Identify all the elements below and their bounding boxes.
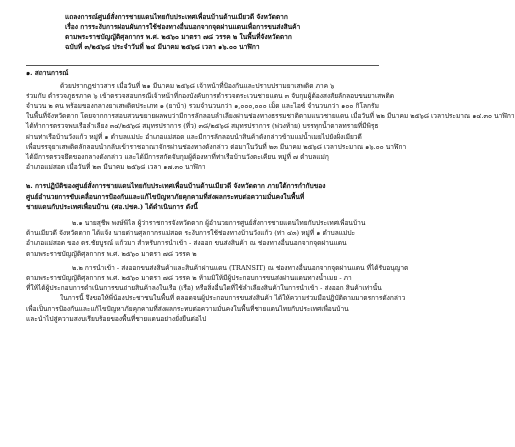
text-line: อำเภอแม่สอด ของ ดร.ชัยบูรณ์ แก้วมา สำหรับการนำเข้า - ส่งออก ขนส่งสินค้า ณ ช่องทางอื่นนอกจากจุดผ่านแดน (26, 239, 347, 248)
text-line: เพื่อเป็นการป้องกันและแก้ไขปัญหาภัยคุกคามที่ส่งผลกระทบต่อความมั่นคงในพื้นที่ชายแดนไทยกับประเทศเพื่อนบ้าน (26, 304, 349, 313)
text-line: ได้มีการตรวจยึดของกลางดังกล่าว และได้มีการสกัดจับกุมผู้ต้องหาที่ท่าเรือบ้านวังตะเคียน หมู่ที่ ๗ ตำบลแม่กุ (26, 153, 329, 161)
text-line: ในพื้นที่จังหวัดตาก โดยจากการสอบสวนขยายผลพบว่ามีการลักลอบลำเลียงผ่านช่องทางธรรมชาติตามแนวชายแดน เมื่อวันที่ ๒๒ มีนาคม ๒๕๖๘ เวลาประมาณ ๑๔.๓๐ นาฬิกา (26, 112, 515, 121)
text-line: ผ่านท่าเรือบ้านวังแก้ว หมู่ที่ ๑ ตำบลแม่ปะ อำเภอแม่สอด และมีการลักลอบนำสินค้าดังกล่าวข้ามแม่น้ำเมยไปยังฝั่งเมียวดี (26, 132, 362, 141)
header-line: ตามพระราชบัญญัติศุลกากร พ.ศ. ๒๕๖๐ มาตรา ๗๘ วรรค ๒ ในพื้นที่จังหวัดตาก (65, 33, 292, 42)
header-line: เรื่อง การระงับการผ่อนผันการใช้ช่องทางอื่นนอกจากจุดผ่านแดนเพื่อการขนส่งสินค้า (65, 23, 301, 32)
document-header (26, 12, 379, 52)
divider (26, 65, 379, 66)
section-2-heading (26, 181, 379, 212)
text-line: ร่วมกับ ตำรวจภูธรภาค ๖ เข้าตรวจสอบกรณีเจ้าหน้าที่กองบังคับการตำรวจตระเวนชายแดน ๓ จับกุมผู้ต้องสงสัยลักลอบขนยาเสพติด (26, 91, 395, 100)
heading-line: ศูนย์อำนวยการขับเคลื่อนการป้องกันและแก้ไขปัญหาภัยคุกคามที่ส่งผลกระทบต่อความมั่นคงในพื้นที่ (26, 192, 305, 201)
text-line: และนำไปสู่ความสงบเรียบร้อยของพื้นที่ชายแดนอย่างยั่งยืนต่อไป (26, 314, 207, 323)
text-line: จำนวน ๒ คน พร้อมของกลางยาเสพติดประเภท ๑ (ยาบ้า) รวมจำนวนกว่า ๑,๐๐๐,๐๐๐ เม็ด และไอซ์ จำนวนกว่า ๑๐๐ กิโลกรัม (26, 101, 379, 110)
text-line: ๒.๑ นายสุชีพ พงษ์พิไล ผู้ว่าราชการจังหวัดตาก ผู้อำนวยการศูนย์สั่งการชายแดนไทยกับประเทศเพื่อนบ้าน (72, 219, 366, 228)
header-line: แถลงการณ์ศูนย์สั่งการชายแดนไทยกับประเทศเพื่อนบ้านด้านเมียวดี จังหวัดตาก (65, 13, 288, 21)
text-line: ตามพระราชบัญญัติศุลกากร พ.ศ. ๒๕๖๐ มาตรา ๗๘ วรรค ๒ (26, 249, 197, 258)
text-line: อำเภอแม่สอด เมื่อวันที่ ๒๓ มีนาคม ๒๕๖๘ เวลา ๑๗.๓๐ นาฬิกา (26, 163, 206, 172)
section-1-body (26, 81, 515, 173)
text-line: ได้ทำการตรวจพบเรือลำเลียง ๓๔/๒๕๖๘ สมุทรปราการ (ที่ว) ๓๘/๒๕๖๘ สมุทรปราการ (พ่วงท้าย) บรรทุกน้ำตาลทรายที่มีพิรุธ (26, 122, 379, 131)
header-line: ฉบับที่ ๓/๒๕๖๘ ประจำวันที่ ๒๔ มีนาคม ๒๕๖๘ เวลา ๑๖.๐๐ นาฬิกา (65, 43, 260, 52)
text-line: ในการนี้ จึงขอให้พี่น้องประชาชนในพื้นที่ ตลอดจนผู้ประกอบการขนส่งสินค้า ได้ให้ความร่วมมือปฏิบัติตามมาตรการดังกล่าว (60, 294, 406, 303)
text-line: ตามพระราชบัญญัติศุลกากร พ.ศ. ๒๕๖๐ มาตรา ๗๘ วรรค ๒ ห้ามมิให้มีผู้ประกอบการขนส่งผ่านแดนทางน้ำเมย - ภา (26, 274, 352, 283)
text-line: ด้านเมียวดี จังหวัดตาก ได้แจ้ง นายด่านศุลกากรแม่สอด ระงับการใช้ช่องทางบ้านวังแก้ว (ท่า ๔๓) หมู่ที่ ๑ ตำบลแม่ปะ (26, 229, 356, 238)
text-line: เพื่อบรรจุยาเสพติดลักลอบนำกลับเข้าราชอาณาจักรผ่านช่องทางดังกล่าว ต่อมาในวันที่ ๒๓ มีนาคม ๒๕๖๘ เวลาประมาณ ๑๖.๐๐ นาฬิกา (26, 142, 407, 151)
paragraph-2-1 (26, 218, 379, 259)
section-1-heading: ๑. สถานการณ์ (26, 69, 69, 78)
heading-line: ๒. การปฏิบัติของศูนย์สั่งการชายแดนไทยกับประเทศเพื่อนบ้านด้านเมียวดี จังหวัดตาก ภายใต้การกำกับของ (26, 182, 326, 191)
text-line: ด้วยปรากฏข่าวสาร เมื่อวันที่ ๒๑ มีนาคม ๒๕๖๘ เจ้าหน้าที่ป้องกันและปราบปรามยาเสพติด ภาค ๖ (60, 81, 335, 90)
paragraph-2-2 (26, 263, 409, 324)
text-line: ๒.๒ การนำเข้า - ส่งออกขนส่งสินค้าและสินค้าผ่านแดน (TRANSIT) ณ ช่องทางอื่นนอกจากจุดผ่านแดน ที่ได้รับอนุญาต (72, 263, 409, 272)
heading-line: ชายแดนกับประเทศเพื่อนบ้าน (ศอ.ปชค.) ได้ดำเนินการ ดังนี้ (26, 202, 198, 211)
text-line: ที่ให้ได้ผู้ประกอบการดำเนินการขนถ่ายสินค้าลงในเรือ (เรือ) หรือสิ่งอื่นใดที่ใช้ลำเลียงสินค้าในการนำเข้า - ส่งออก สินค้าเท่านั้น (26, 284, 382, 293)
